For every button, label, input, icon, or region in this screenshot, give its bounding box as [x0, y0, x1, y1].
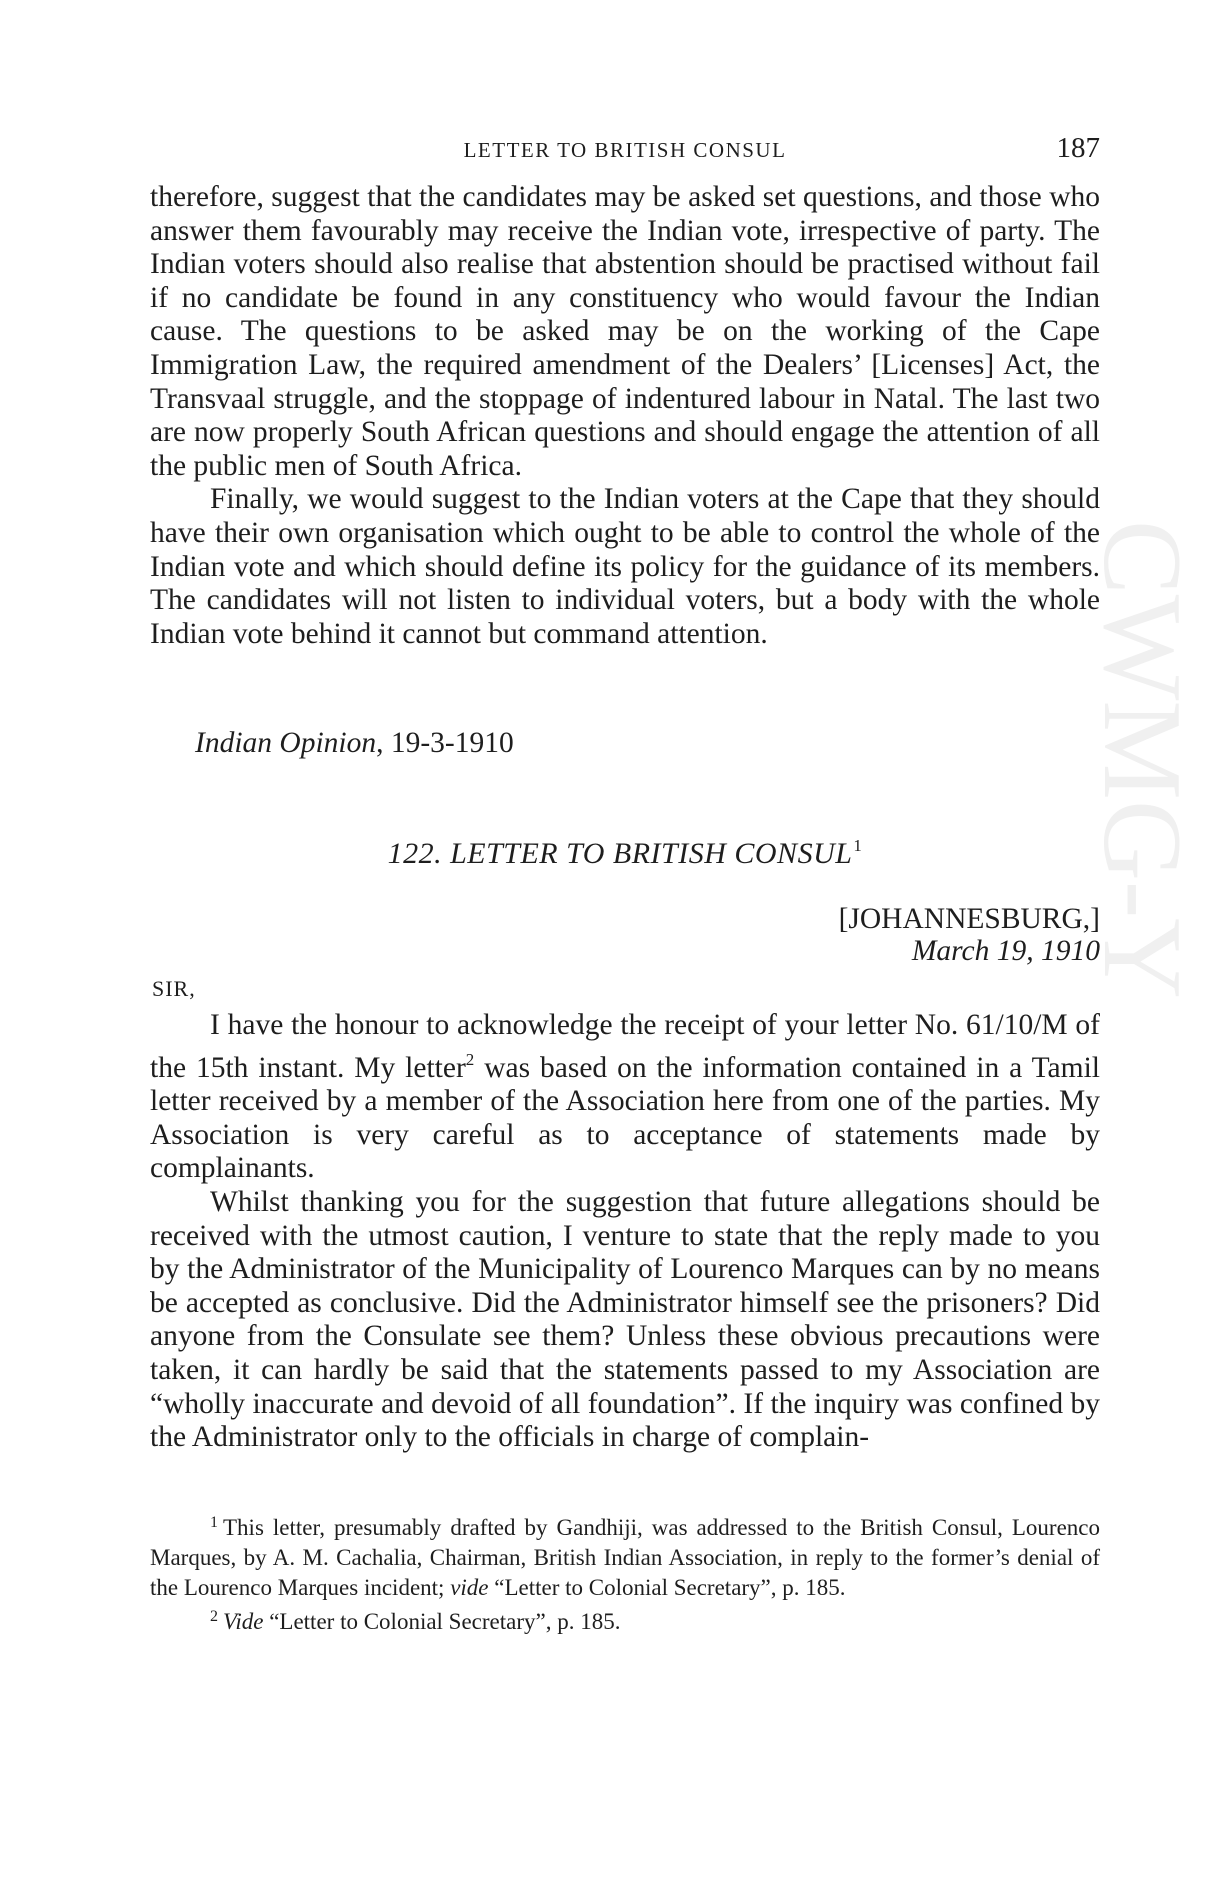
footnotes — [150, 1508, 1100, 1637]
footnote-2-mark: 2 — [210, 1608, 218, 1626]
footnote-2 — [150, 1602, 1100, 1637]
letter-salutation: SIR, — [152, 976, 196, 1001]
letter-heading — [150, 836, 1100, 871]
footnote-ref-2: 2 — [465, 1049, 475, 1069]
letter-paragraph-2: Whilst thanking you for the suggestion that future allegations should be received with the utmost caution, I venture to state that the reply made to you by the Administrator of the Municipality of Lourenco Marques can by no means be accepted as conclusive. Did the Administrator himself see the prisoners? Did anyone from the Consulate see them? Unless these obvious precautions were taken, it can hardly be said that the statements passed to my Association are “wholly inaccurate and devoid of all foundation”. If the inquiry was confined by the Administrator only to the officials in charge of complain- — [150, 1185, 1100, 1454]
source-publication: Indian Opinion — [195, 727, 377, 759]
footnote-1-text-a: This letter, presumably drafted by Gandhiji, was addressed to the British Consul, Lourenco Marques, by A. M. Cachalia, Chairman, British Indian Association, in reply to the former’s denial of the Lourenco Marques incident; — [150, 1515, 1100, 1600]
letter-body — [150, 1009, 1100, 1455]
continued-article-text — [150, 181, 1100, 651]
page-number: 187 — [1056, 132, 1100, 164]
running-title: LETTER TO BRITISH CONSUL — [463, 138, 787, 162]
footnote-ref-1: 1 — [853, 836, 863, 855]
running-header — [150, 132, 1100, 172]
letter-paragraph-1-text: I have the honour to acknowledge the receipt of your letter No. 61/10/M of the 15th instant. My letter — [150, 1009, 1100, 1084]
source-citation — [195, 727, 514, 760]
letter-paragraph-1 — [150, 1009, 1100, 1186]
paragraph-continuation: therefore, suggest that the candidates may be asked set questions, and those who answer them favourably may receive the Indian vote, irrespective of party. The Indian voters should also realise that abstention should be practised without fail if no candidate be found in any constituency who would favour the Indian cause. The questions to be asked may be on the working of the Cape Immigration Law, the required amendment of the Dealers’ [Licenses] Act, the Transvaal struggle, and the stoppage of indentured labour in Natal. The last two are now properly South African questions and should engage the attention of all the public men of South Africa. — [150, 181, 1100, 482]
letter-date: March 19, 1910 — [911, 935, 1100, 967]
letter-place: [JOHANNESBURG,] — [838, 903, 1100, 935]
footnote-2-vide: Vide — [223, 1609, 264, 1635]
source-date: , 19-3-1910 — [376, 727, 514, 759]
cwmg-watermark: CWMG-Y — [1080, 520, 1204, 1000]
footnote-1 — [150, 1508, 1100, 1602]
paragraph-finally: Finally, we would suggest to the Indian voters at the Cape that they should have their own organisation which ought to be able to control the whole of the Indian vote and which should define its policy for the guidance of its members. The candidates will not listen to individual voters, but a body with the whole Indian vote behind it cannot but command attention. — [150, 483, 1100, 650]
letter-heading-text: 122. LETTER TO BRITISH CONSUL — [387, 837, 853, 870]
letter-paragraph-1-rest: was based on the information contained in a Tamil letter received by a member of the Association here from one of the parties. My Association is very careful as to acceptance of statements made by complainants. — [150, 1051, 1100, 1185]
footnote-1-text-b: “Letter to Colonial Secretary”, p. 185. — [488, 1574, 846, 1600]
footnote-2-text: “Letter to Colonial Secretary”, p. 185. — [263, 1609, 621, 1635]
footnote-1-mark: 1 — [210, 1514, 218, 1531]
footnote-1-vide: vide — [450, 1574, 489, 1600]
